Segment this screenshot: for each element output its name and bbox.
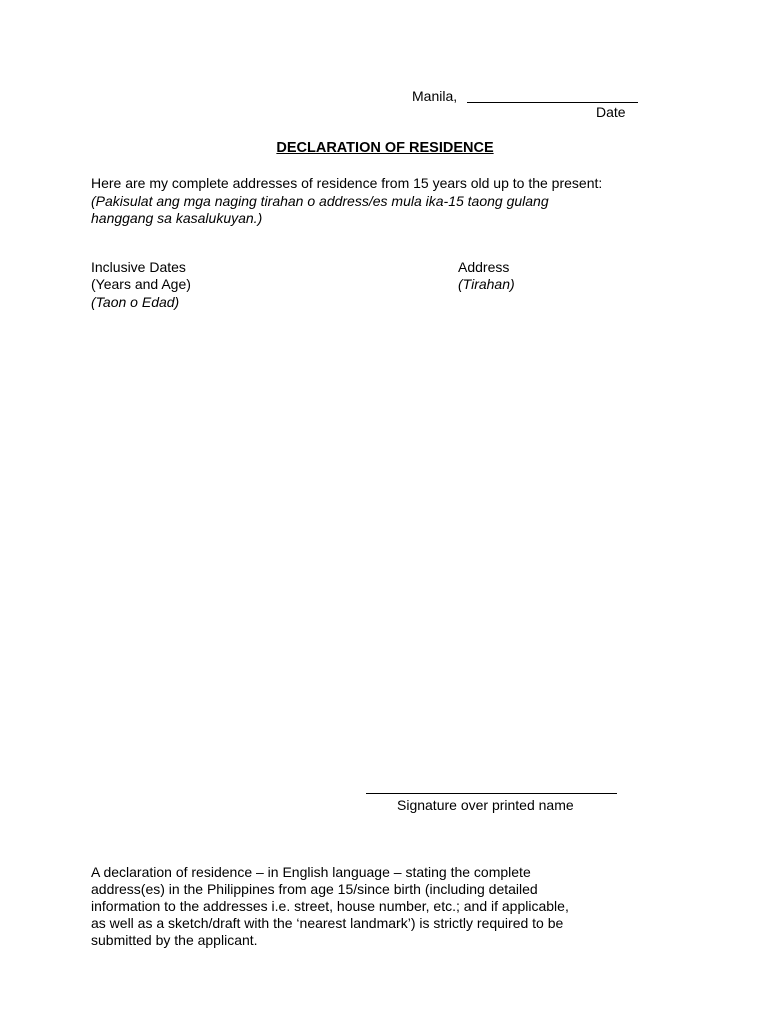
document-title-text: DECLARATION OF RESIDENCE [276, 140, 494, 156]
column-subheader-tirahan: (Tirahan) [458, 276, 515, 292]
column-header-address: Address [458, 259, 510, 275]
date-label: Date [596, 104, 626, 120]
column-header-inclusive-dates: Inclusive Dates [91, 259, 186, 275]
column-subheader-taon-edad: (Taon o Edad) [91, 294, 180, 310]
place-label: Manila, [412, 88, 458, 104]
intro-tagalog-line-2: hanggang sa kasalukuyan.) [91, 210, 263, 226]
intro-english: Here are my complete addresses of residence from 15 years old up to the present: [91, 175, 603, 191]
note-line: information to the addresses i.e. street, house number, etc.; and if applicable, [91, 898, 569, 914]
intro-tagalog-line-1: (Pakisulat ang mga naging tirahan o address/es mula ika-15 taong gulang [91, 193, 549, 209]
signature-line[interactable] [366, 793, 617, 794]
note-line: submitted by the applicant. [91, 932, 258, 948]
column-subheader-years-age: (Years and Age) [91, 276, 191, 292]
requirements-note [91, 864, 651, 949]
note-line: A declaration of residence – in English language – stating the complete [91, 864, 531, 880]
signature-label: Signature over printed name [397, 797, 574, 813]
note-line: address(es) in the Philippines from age 15/since birth (including detailed [91, 881, 538, 897]
date-blank-line[interactable] [467, 102, 638, 103]
document-title [0, 140, 770, 157]
note-line: as well as a sketch/draft with the ‘nearest landmark’) is strictly required to be [91, 915, 564, 931]
